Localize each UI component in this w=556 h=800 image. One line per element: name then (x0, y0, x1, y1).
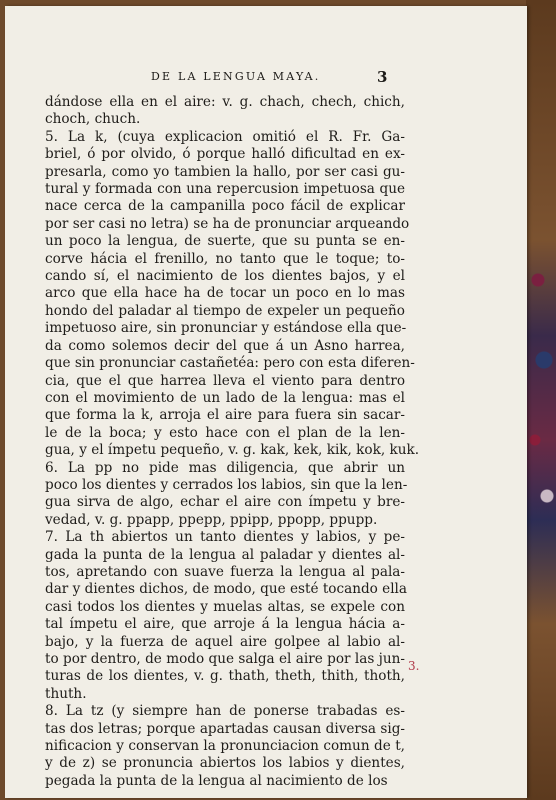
text-line: con el movimiento de un lado de la lengua: mas el (45, 389, 405, 406)
text-line: bajo, y la fuerza de aquel aire golpee al labio al- (45, 633, 405, 650)
text-line: briel, ó por olvido, ó porque halló dificultad en ex- (45, 146, 405, 163)
text-line: 8. La tz (y siempre han de ponerse trabadas es- (45, 703, 405, 720)
text-line: impetuoso aire, sin pronunciar y estándose ella que- (45, 320, 407, 337)
text-line: cia, que el que harrea lleva el viento para dentro (45, 372, 405, 389)
text-line: 7. La th abiertos un tanto dientes y labios, y pe- (45, 529, 405, 546)
text-line: que forma la k, arroja el aire para fuera sin sacar- (45, 407, 405, 424)
text-line: arco que ella hace ha de tocar un poco en lo mas (45, 285, 405, 302)
text-line: gua sirva de algo, echar el aire con ímpetu y bre- (45, 494, 405, 511)
text-line: nificacion y conservan la pronunciacion comun de t, (45, 738, 405, 755)
text-line: 6. La pp no pide mas diligencia, que abrir un (45, 459, 405, 476)
text-line: tas dos letras; porque apartadas causan diversa sig- (45, 720, 405, 737)
text-line: nace cerca de la campanilla poco fácil de explicar (45, 198, 405, 215)
text-line: cando sí, el nacimiento de los dientes bajos, y el (45, 268, 405, 285)
text-line: y de z) se pronuncia abiertos los labios y dientes, (45, 755, 405, 772)
text-line: pegada la punta de la lengua al nacimiento de los (45, 772, 388, 789)
text-line: thuth. (45, 685, 87, 702)
text-line: tural y formada con una repercusion impetuosa que (45, 181, 405, 198)
text-line: casi todos los dientes y muelas altas, se expele con (45, 598, 405, 615)
margin-note: 3. (408, 659, 420, 673)
page-number: 3 (377, 68, 388, 86)
text-line: un poco la lengua, de suerte, que su punta se en- (45, 233, 405, 250)
text-line: dar y dientes dichos, de modo, que esté tocando ella (45, 581, 408, 598)
text-line: presarla, como yo tambien la hallo, por ser casi gu- (45, 163, 405, 180)
text-line: to por dentro, de modo que salga el aire por las jun- (45, 651, 405, 667)
page-header (5, 70, 527, 90)
marbled-edge (526, 0, 556, 800)
text-line: que sin pronunciar castañetéa: pero con esta diferen- (45, 355, 415, 372)
text-line: 5. La k, (cuya explicacion omitió el R. Fr. Ga- (45, 128, 405, 145)
text-line: poco los dientes y cerrados los labios, sin que la len- (45, 476, 408, 493)
text-line: hondo del paladar al tiempo de expeler un pequeño (45, 302, 405, 319)
text-line: da como solemos decir del que á un Asno harrea, (45, 337, 405, 354)
text-line: choch, chuch. (45, 111, 141, 128)
text-line: turas de los dientes, v. g. thath, theth, thith, thoth, (45, 668, 405, 685)
body-text (45, 94, 420, 790)
text-line: tal ímpetu el aire, que arroje á la lengua hácia a- (45, 616, 405, 633)
text-line: gada la punta de la lengua al paladar y dientes al- (45, 546, 405, 563)
text-line: tos, apretando con suave fuerza la lengua al pala- (45, 563, 405, 580)
text-line: gua, y el ímpetu pequeño, v. g. kak, kek, kik, kok, kuk. (45, 442, 420, 459)
text-line: le de la boca; y esto hace con el plan de la len- (45, 424, 405, 441)
text-line: por ser casi no letra) se ha de pronunciar arqueando (45, 215, 410, 232)
running-head: DE LA LENGUA MAYA. (151, 70, 321, 83)
text-line: dándose ella en el aire: v. g. chach, chech, chich, (45, 94, 405, 110)
text-line: corve hácia el frenillo, no tanto que le toque; to- (45, 250, 405, 267)
text-line: vedad, v. g. ppapp, ppepp, ppipp, ppopp, ppupp. (45, 511, 378, 528)
book-page (5, 6, 527, 798)
